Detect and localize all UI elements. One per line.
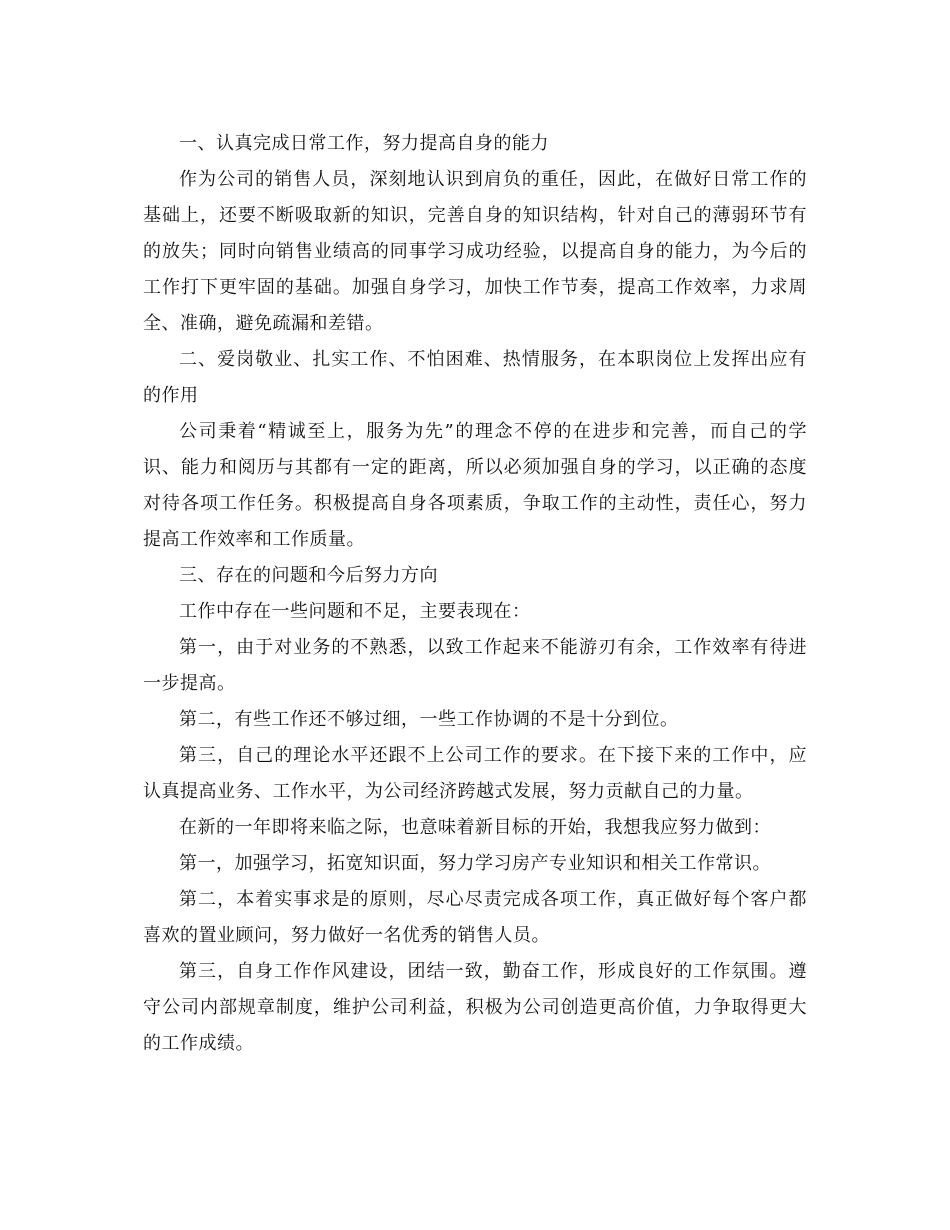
paragraph: 工作中存在一些问题和不足，主要表现在：: [179, 601, 531, 622]
paragraph: 公司秉着“精诚至上，服务为先”的理念不停的在进步和完善，而自己的学识、能力和阅历与其都有一定的距离，所以必须加强自身的学习，以正确的态度对待各项工作任务。积极提高自身各项素质，争取工作的主动性，责任心，努力提高工作效率和工作质量。: [143, 421, 807, 550]
paragraph: 第一，由于对业务的不熟悉，以致工作起来不能游刃有余，工作效率有待进一步提高。: [143, 637, 807, 694]
paragraph: 第二，有些工作还不够过细，一些工作协调的不是十分到位。: [179, 709, 679, 730]
section-heading-2: 二、爱岗敬业、扎实工作、不怕困难、热情服务，在本职岗位上发挥出应有的作用: [143, 349, 807, 406]
paragraph: 第三，自己的理论水平还跟不上公司工作的要求。在下接下来的工作中，应认真提高业务、工作水平，为公司经济跨越式发展，努力贡献自己的力量。: [143, 745, 807, 802]
paragraph: 第三，自身工作作风建设，团结一致，勤奋工作，形成良好的工作氛围。遵守公司内部规章制度，维护公司利益，积极为公司创造更高价值，力争取得更大的工作成绩。: [143, 961, 807, 1054]
section-heading-3: 三、存在的问题和今后努力方向: [179, 565, 438, 586]
document-body: [143, 126, 807, 1062]
paragraph: 在新的一年即将来临之际，也意味着新目标的开始，我想我应努力做到：: [179, 817, 771, 838]
paragraph: 第二，本着实事求是的原则，尽心尽责完成各项工作，真正做好每个客户都喜欢的置业顾问，努力做好一名优秀的销售人员。: [143, 889, 807, 946]
section-heading-1: 一、认真完成日常工作，努力提高自身的能力: [179, 133, 549, 154]
paragraph: 作为公司的销售人员，深刻地认识到肩负的重任，因此，在做好日常工作的基础上，还要不断吸取新的知识，完善自身的知识结构，针对自己的薄弱环节有的放失；同时向销售业绩高的同事学习成功经验，以提高自身的能力，为今后的工作打下更牢固的基础。加强自身学习，加快工作节奏，提高工作效率，力求周全、准确，避免疏漏和差错。: [143, 169, 807, 334]
paragraph: 第一，加强学习，拓宽知识面，努力学习房产专业知识和相关工作常识。: [179, 853, 771, 874]
